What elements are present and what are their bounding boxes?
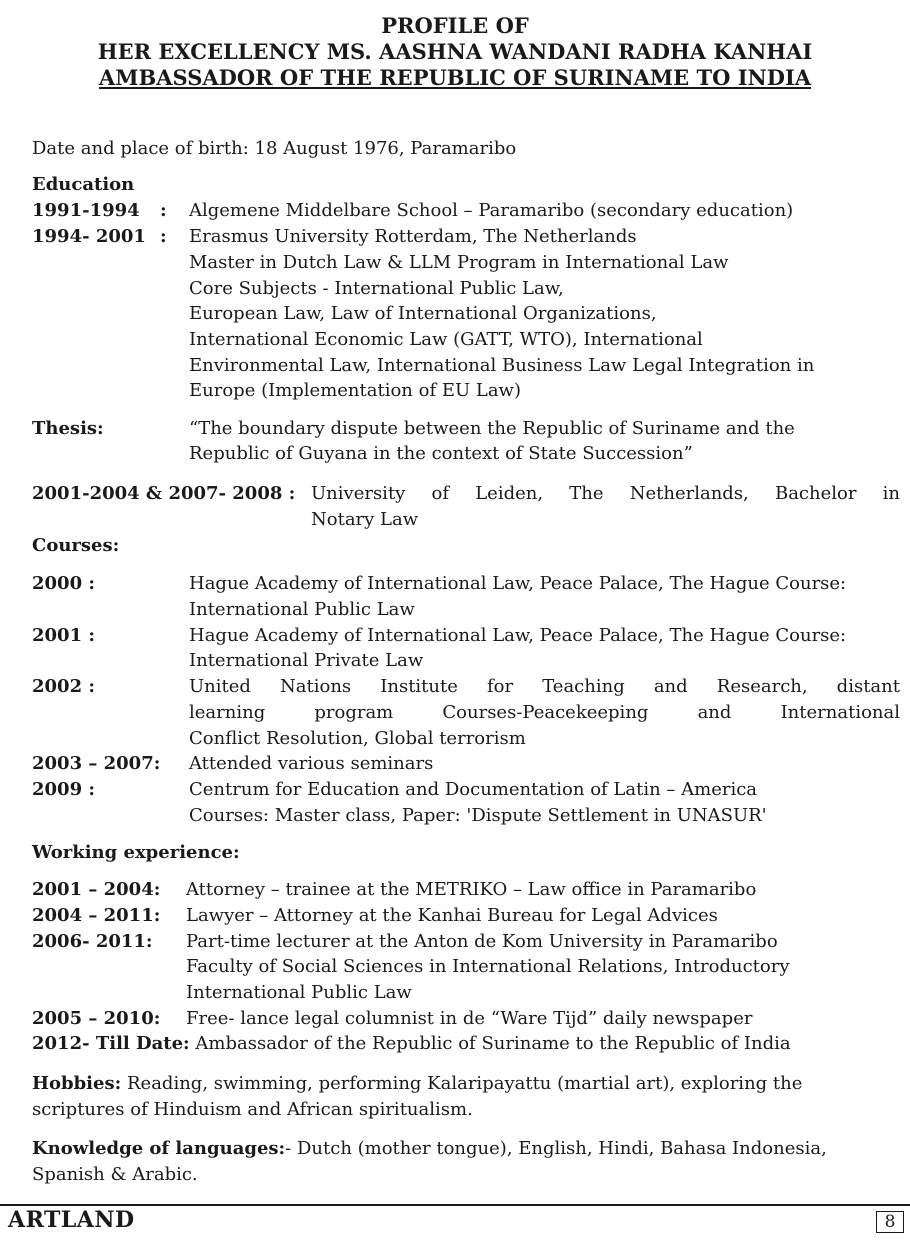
course-line: Hague Academy of International Law, Peace Palace, The Hague Course:	[189, 625, 847, 646]
course-line: International Public Law	[189, 599, 415, 620]
languages-line: Spanish & Arabic.	[32, 1164, 198, 1185]
thesis-line: “The boundary dispute between the Republic of Suriname and the	[189, 418, 795, 439]
title-line-3: AMBASSADOR OF THE REPUBLIC OF SURINAME TO INDIA	[98, 65, 812, 90]
hobbies-line	[32, 1071, 802, 1097]
education-heading: Education	[32, 174, 135, 195]
thesis-label: Thesis:	[32, 418, 104, 439]
course-line: International Private Law	[189, 650, 424, 671]
course-line: Hague Academy of International Law, Peace Palace, The Hague Course:	[189, 573, 847, 594]
work-years: 2004 – 2011:	[32, 905, 161, 926]
leiden-line: Notary Law	[311, 509, 419, 530]
footer-brand: ARTLAND	[8, 1207, 135, 1233]
education-line: Algemene Middelbare School – Paramaribo (secondary education)	[189, 200, 794, 221]
work-years: 2001 – 2004:	[32, 879, 161, 900]
thesis-line: Republic of Guyana in the context of State Succession”	[189, 443, 693, 464]
work-heading: Working experience:	[32, 842, 240, 863]
footer-rule	[0, 1204, 910, 1206]
course-line: Attended various seminars	[189, 753, 434, 774]
course-line: Courses: Master class, Paper: 'Dispute Settlement in UNASUR'	[189, 805, 767, 826]
work-current-label: 2012- Till Date:	[32, 1033, 190, 1054]
work-current	[32, 1031, 791, 1057]
education-years: 1994- 2001	[32, 226, 146, 247]
course-year: 2009 :	[32, 779, 96, 800]
education-line: Environmental Law, International Business Law Legal Integration in	[189, 355, 815, 376]
hobbies-label: Hobbies:	[32, 1073, 122, 1094]
course-year: 2001 :	[32, 625, 96, 646]
work-years: 2005 – 2010:	[32, 1008, 161, 1029]
education-line: International Economic Law (GATT, WTO), International	[189, 329, 703, 350]
education-line: Erasmus University Rotterdam, The Netherlands	[189, 226, 637, 247]
education-years: 1991-1994	[32, 200, 140, 221]
education-colon: :	[160, 200, 167, 221]
course-line: Centrum for Education and Documentation of Latin – America	[189, 779, 758, 800]
languages-label: Knowledge of languages:	[32, 1138, 286, 1159]
work-line: Faculty of Social Sciences in International Relations, Introductory	[186, 956, 790, 977]
birth-line: Date and place of birth: 18 August 1976, Paramaribo	[32, 138, 517, 159]
education-colon: :	[160, 226, 167, 247]
course-line: United Nations Institute for Teaching and Research, distant	[189, 676, 900, 697]
education-line: Core Subjects - International Public Law,	[189, 278, 564, 299]
leiden-line: University of Leiden, The Netherlands, Bachelor in	[311, 483, 900, 504]
work-years: 2006- 2011:	[32, 931, 153, 952]
education-line: European Law, Law of International Organizations,	[189, 303, 657, 324]
work-line: Lawyer – Attorney at the Kanhai Bureau for Legal Advices	[186, 905, 718, 926]
work-line: International Public Law	[186, 982, 412, 1003]
hobbies-text: Reading, swimming, performing Kalaripayattu (martial art), exploring the	[121, 1073, 803, 1094]
languages-text: - Dutch (mother tongue), English, Hindi, Bahasa Indonesia,	[285, 1138, 827, 1159]
courses-heading: Courses:	[32, 535, 120, 556]
leiden-label: 2001-2004 & 2007- 2008 :	[32, 483, 296, 504]
hobbies-line: scriptures of Hinduism and African spiritualism.	[32, 1099, 473, 1120]
course-line: learning program Courses-Peacekeeping and International	[189, 702, 900, 723]
course-year: 2002 :	[32, 676, 96, 697]
page-number: 8	[876, 1211, 904, 1233]
languages-line	[32, 1136, 827, 1162]
title-line-1: PROFILE OF	[381, 13, 529, 38]
title-line-2: HER EXCELLENCY MS. AASHNA WANDANI RADHA KANHAI	[97, 39, 813, 64]
course-line: Conflict Resolution, Global terrorism	[189, 728, 526, 749]
education-line: Master in Dutch Law & LLM Program in International Law	[189, 252, 729, 273]
course-year: 2000 :	[32, 573, 96, 594]
course-year: 2003 – 2007:	[32, 753, 161, 774]
education-line: Europe (Implementation of EU Law)	[189, 380, 521, 401]
work-line: Free- lance legal columnist in de “Ware Tijd” daily newspaper	[186, 1008, 753, 1029]
work-line: Part-time lecturer at the Anton de Kom University in Paramaribo	[186, 931, 778, 952]
work-current-text: Ambassador of the Republic of Suriname to the Republic of India	[189, 1033, 791, 1054]
work-line: Attorney – trainee at the METRIKO – Law office in Paramaribo	[186, 879, 757, 900]
